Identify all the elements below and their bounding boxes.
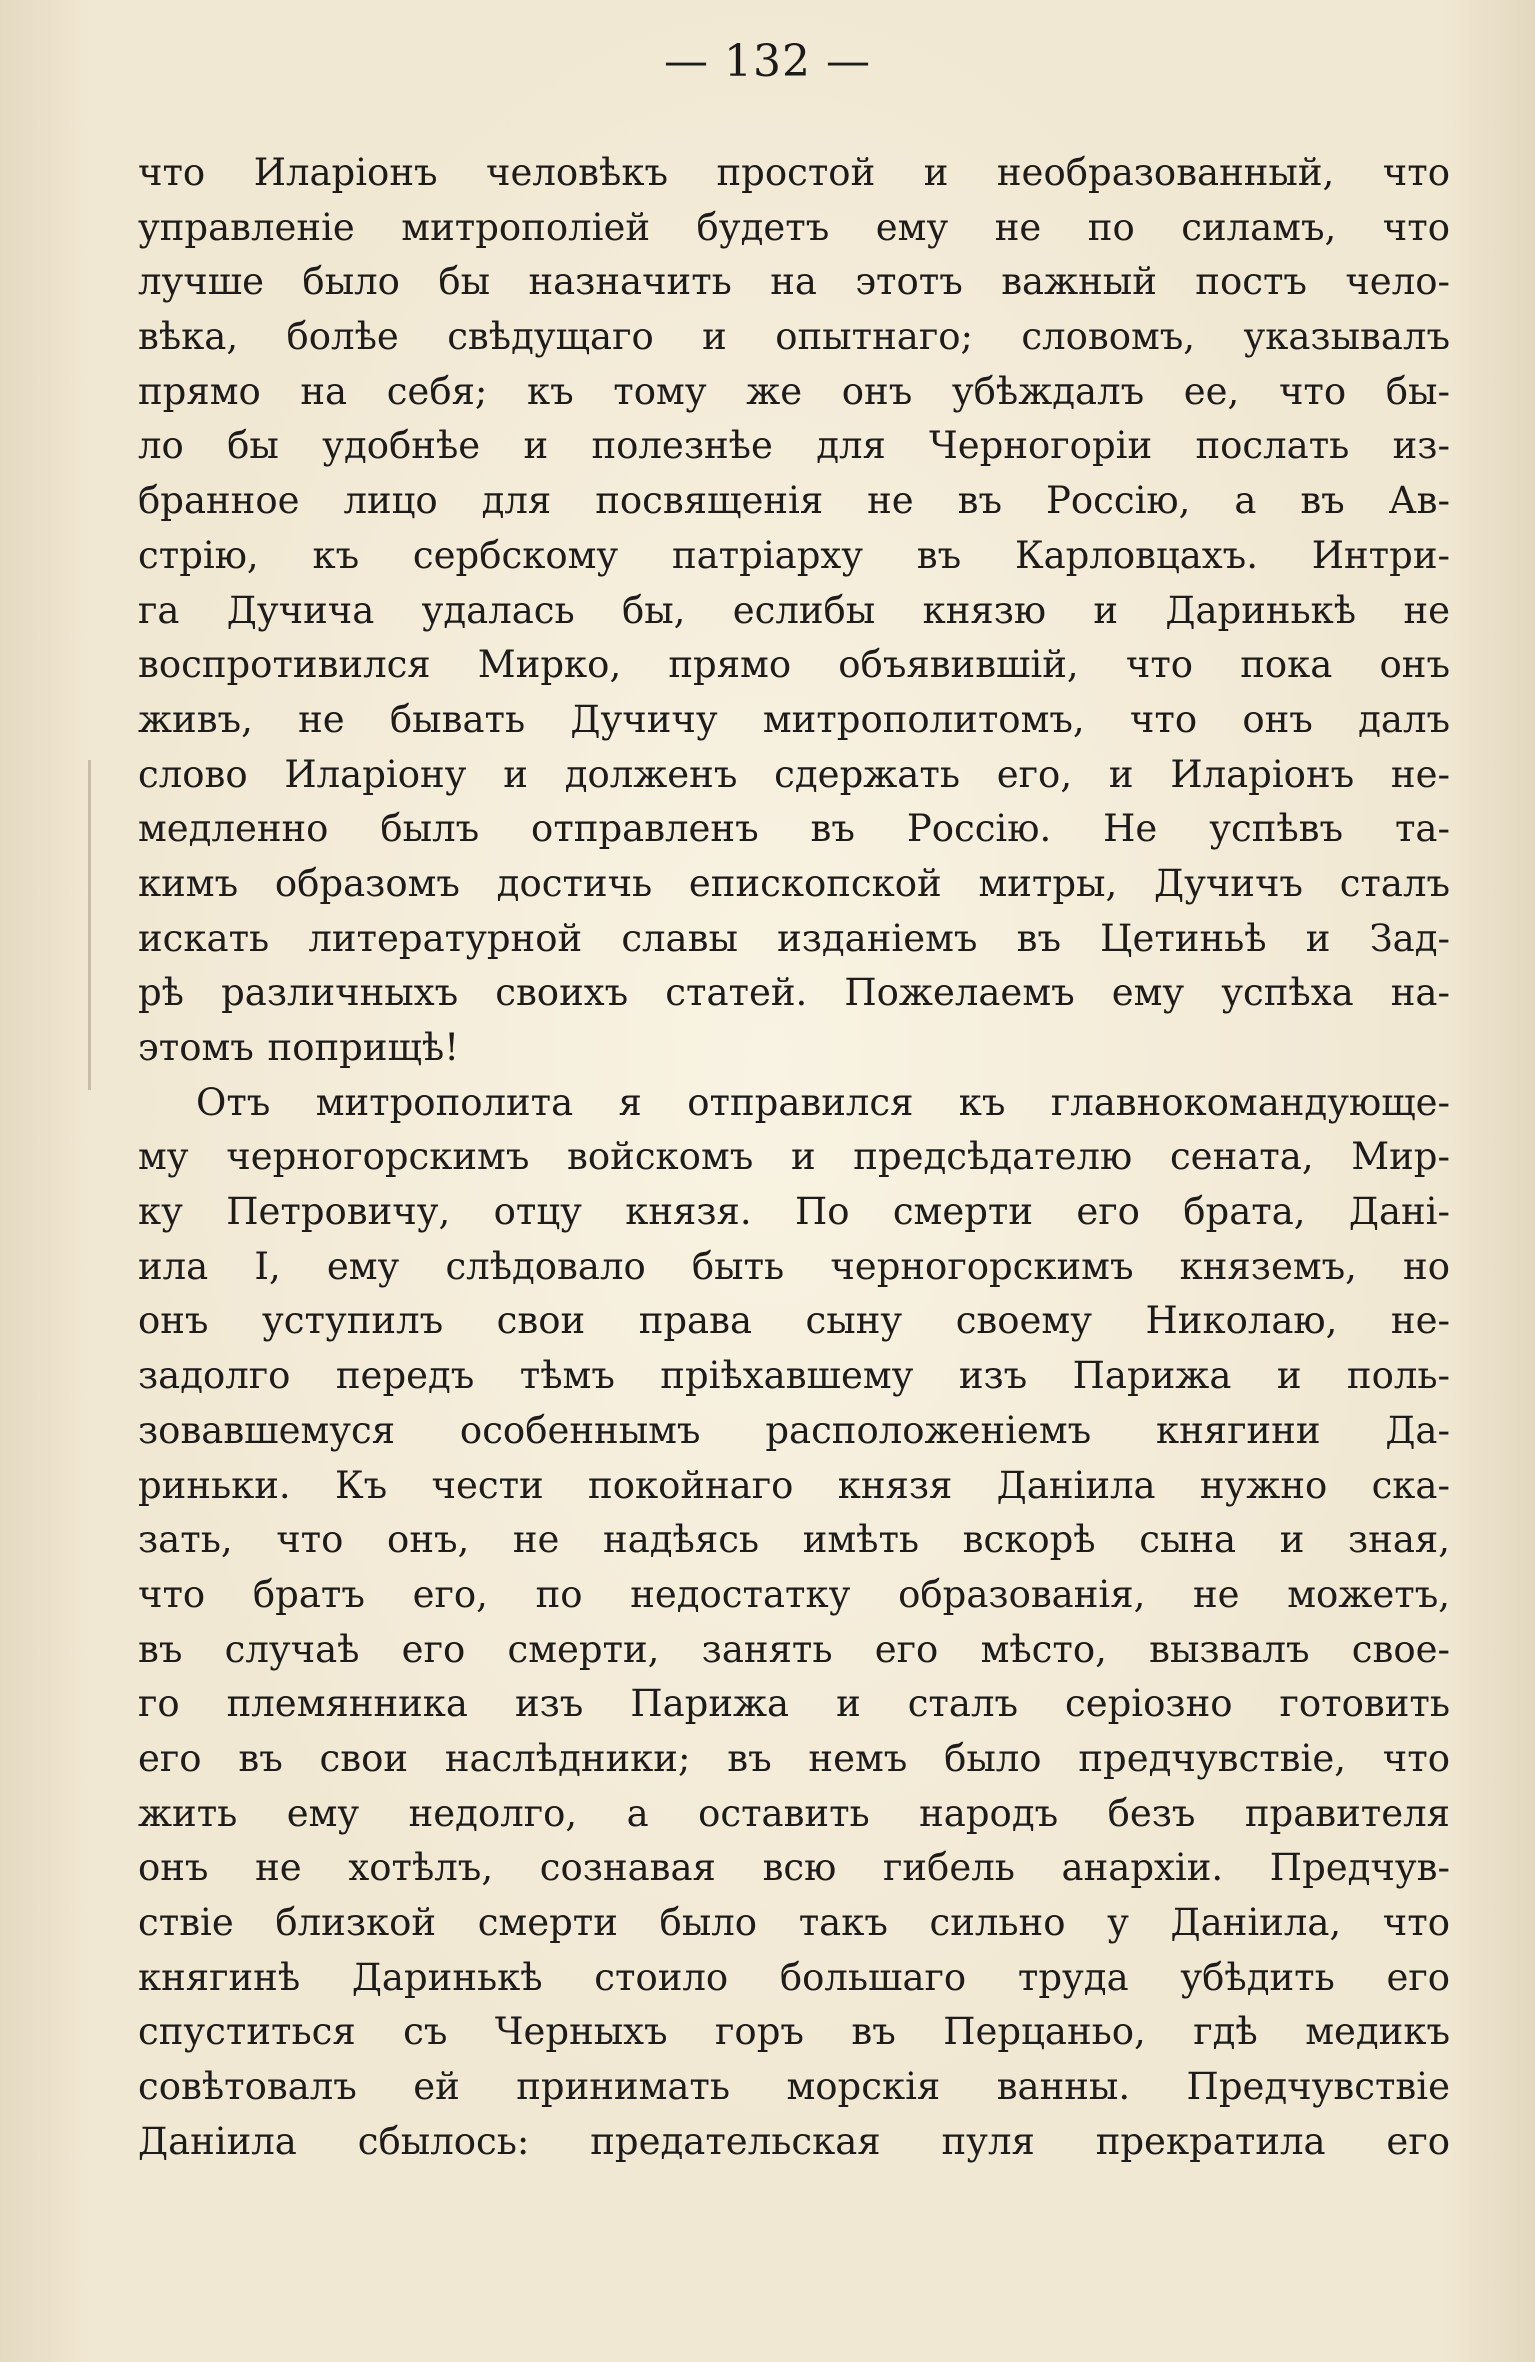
text-line: лучше было бы назначить на этотъ важный постъ чело- xyxy=(138,260,1450,304)
text-line: кимъ образомъ достичь епископской митры, Дучичъ сталъ xyxy=(138,861,1450,905)
text-line: ила I, ему слѣдовало быть черногорскимъ княземъ, но xyxy=(138,1244,1450,1288)
text-line: управленіе митрополіей будетъ ему не по силамъ, что xyxy=(138,205,1450,249)
text-line: живъ, не бывать Дучичу митрополитомъ, что онъ далъ xyxy=(138,697,1450,741)
text-line: зовавшемуся особеннымъ расположеніемъ княгини Да- xyxy=(138,1408,1450,1452)
text-line: ку Петровичу, отцу князя. По смерти его брата, Дані- xyxy=(138,1190,1450,1234)
text-line: медленно былъ отправленъ въ Россію. Не успѣвъ та- xyxy=(138,807,1450,851)
text-line: риньки. Къ чести покойнаго князя Даніила нужно ска- xyxy=(138,1463,1450,1507)
text-line: спуститься съ Черныхъ горъ въ Перцаньо, гдѣ медикъ xyxy=(138,2010,1450,2054)
paragraph-1 xyxy=(138,146,1450,1076)
paragraph-2 xyxy=(138,1076,1450,2170)
text-line: что Иларіонъ человѣкъ простой и необразованный, что xyxy=(138,151,1450,194)
text-line: рѣ различныхъ своихъ статей. Пожелаемъ ему успѣха на- xyxy=(138,971,1450,1015)
text-line: его въ свои наслѣдники; въ немъ было предчувствіе, что xyxy=(138,1736,1450,1780)
text-line: ствіе близкой смерти было такъ сильно у Даніила, что xyxy=(138,1901,1450,1944)
body-text xyxy=(138,146,1450,2169)
text-line: задолго передъ тѣмъ пріѣхавшему изъ Парижа и поль- xyxy=(138,1354,1450,1398)
text-line: зать, что онъ, не надѣясь имѣть вскорѣ сына и зная, xyxy=(138,1518,1450,1562)
text-line: го племянника изъ Парижа и сталъ серіозно готовить xyxy=(138,1682,1450,1726)
text-line: онъ не хотѣлъ, сознавая всю гибель анархіи. Предчув- xyxy=(138,1846,1450,1890)
text-line: жить ему недолго, а оставить народъ безъ правителя xyxy=(138,1791,1450,1835)
text-line: бранное лицо для посвященія не въ Россію, а въ Ав- xyxy=(138,479,1450,523)
text-line: этомъ поприщѣ! xyxy=(138,1026,460,1069)
text-line: воспротивился Мирко, прямо объявившій, что пока онъ xyxy=(138,643,1450,687)
text-line: слово Иларіону и долженъ сдержать его, и Иларіонъ не- xyxy=(138,752,1450,796)
text-line: му черногорскимъ войскомъ и предсѣдателю сената, Мир- xyxy=(138,1135,1450,1179)
text-line: совѣтовалъ ей принимать морскія ванны. Предчувствіе xyxy=(138,2065,1450,2109)
page-number: — 132 — xyxy=(664,36,871,87)
text-line: что братъ его, по недостатку образованія, не можетъ, xyxy=(138,1572,1450,1616)
text-line: прямо на себя; къ тому же онъ убѣждалъ ее, что бы- xyxy=(138,369,1450,413)
text-line: онъ уступилъ свои права сыну своему Николаю, не- xyxy=(138,1299,1450,1343)
text-line: ло бы удобнѣе и полезнѣе для Черногоріи послать из- xyxy=(138,424,1450,468)
text-line: Отъ митрополита я отправился къ главнокомандующе- xyxy=(196,1080,1450,1124)
text-line: стрію, къ сербскому патріарху въ Карловцахъ. Интри- xyxy=(138,533,1450,577)
text-line: въ случаѣ его смерти, занять его мѣсто, вызвалъ свое- xyxy=(138,1627,1450,1671)
text-line: Даніила сбылось: предательская пуля прекратила его xyxy=(138,2119,1450,2163)
text-line: искать литературной славы изданіемъ въ Цетиньѣ и Зад- xyxy=(138,916,1450,960)
text-line: вѣка, болѣе свѣдущаго и опытнаго; словомъ, указывалъ xyxy=(138,315,1450,359)
text-line: га Дучича удалась бы, еслибы князю и Даринькѣ не xyxy=(138,588,1450,632)
text-line: княгинѣ Даринькѣ стоило большаго труда убѣдить его xyxy=(138,1955,1450,1999)
margin-pencil-mark xyxy=(88,760,91,1090)
